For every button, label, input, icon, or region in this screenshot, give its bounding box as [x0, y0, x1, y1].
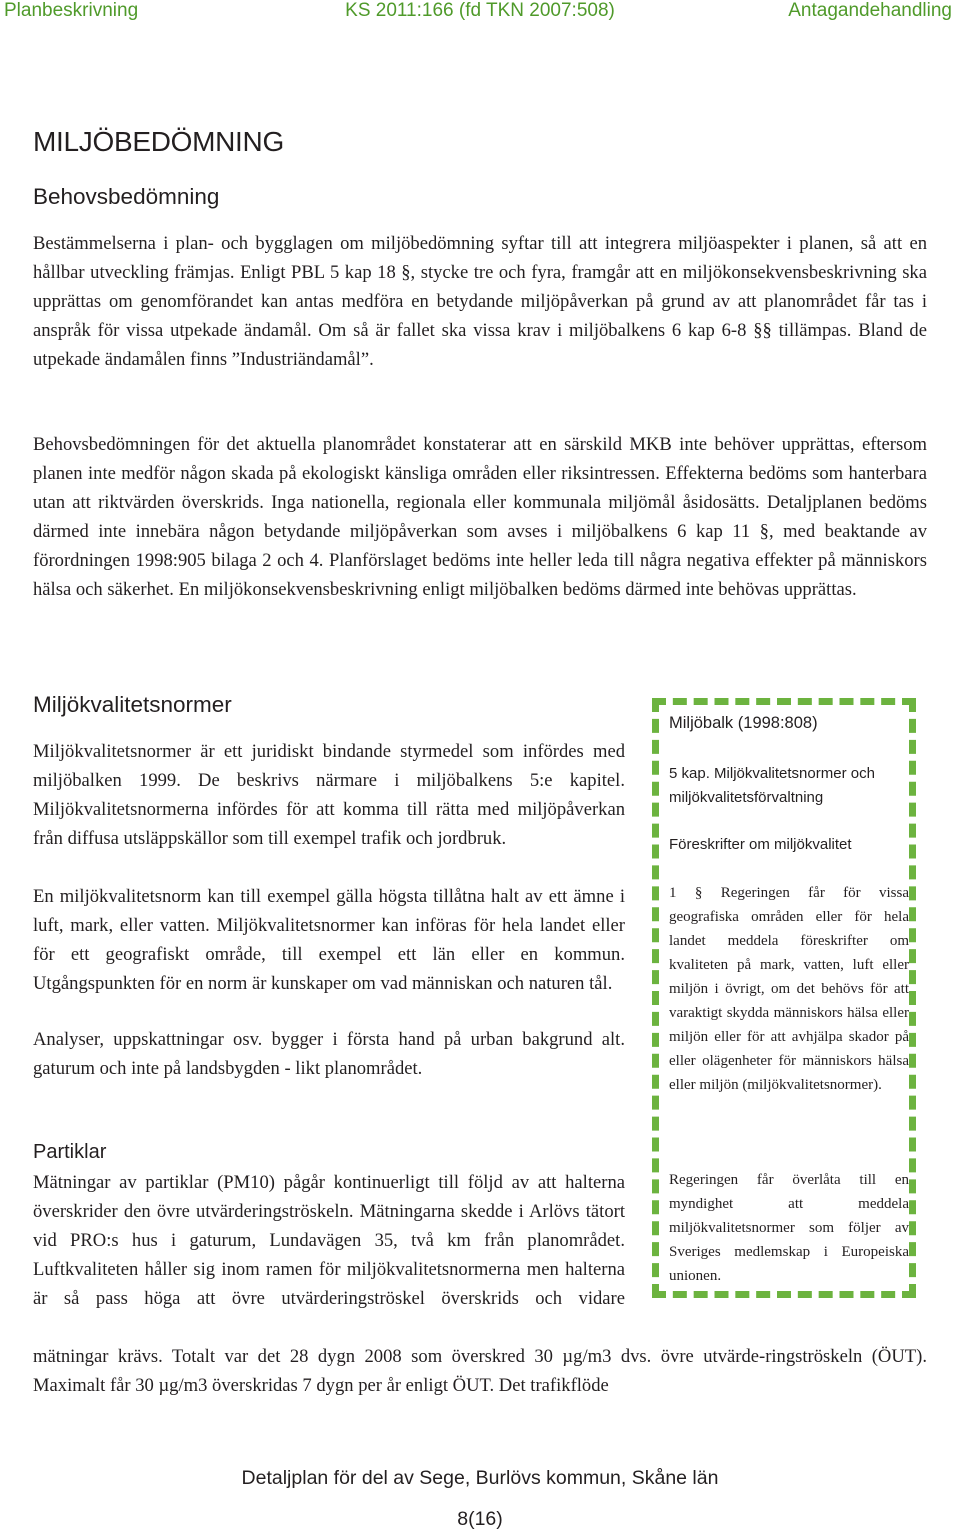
law-excerpt-title: Miljöbalk (1998:808) — [669, 714, 818, 732]
header-case-number: KS 2011:166 (fd TKN 2007:508) — [345, 0, 615, 21]
page-number: 8(16) — [457, 1508, 503, 1530]
heading-partiklar: Partiklar — [33, 1141, 107, 1163]
header-document-type: Planbeskrivning — [4, 0, 139, 21]
paragraph-partiklar-2: mätningar krävs. Totalt var det 28 dygn 2008 som överskred 30 µg/m3 dvs. övre utvärde-ringströskeln (ÖUT). Maximalt får 30 µg/m3 överskridas 7 dygn per år enligt ÖUT. Det trafikflöde — [33, 1346, 927, 1396]
heading-miljokvalitetsnormer: Miljökvalitetsnormer — [33, 692, 232, 717]
footer-plan-name: Detaljplan för del av Sege, Burlövs kommun, Skåne län — [241, 1467, 719, 1489]
law-excerpt-paragraph-2: Regeringen får överlåta till en myndighet att meddela miljökvalitetsnormer som följer av Sveriges medlemskap i Europeiska unionen. — [669, 1172, 909, 1284]
paragraph-miljokvalitetsnormer-3: Analyser, uppskattningar osv. bygger i första hand på urban bakgrund alt. gaturum och inte på landsbygden - likt planområdet. — [33, 1029, 625, 1079]
paragraph-behovsbedomning-2: Behovsbedömningen för det aktuella planområdet konstaterar att en särskild MKB inte behöver upprättas, eftersom planen inte medför någon skada på ekologiskt känsliga områden eller riksintressen. Effekterna bedöms som hanterbara utan att riktvärden överskrids. Inga nationella, regionala eller kommunala miljömål åsidosätts. Detaljplanen bedöms därmed inte innebära någon betydande miljöpåverkan som avses i miljöbalkens 6 kap 11 §, med beaktande av förordningen 1998:905 bilaga 2 och 4. Planförslaget bedöms inte heller leda till några negativa effekter på människors hälsa och säkerhet. En miljökonsekvensbeskrivning enligt miljöbalken bedöms därmed inte behövas upprättas. — [33, 434, 927, 600]
law-excerpt-chapter: 5 kap. Miljökvalitetsnormer och miljökvalitetsförvaltning — [669, 765, 875, 806]
paragraph-partiklar-1: Mätningar av partiklar (PM10) pågår kontinuerligt till följd av att halterna överskrider den övre utvärderingströskeln. Mätningarna skedde i Arlövs tätort vid PRO:s hus i gaturum, Lundavägen 35, två km från planområdet. Luftkvaliteten håller sig inom ramen för miljökvalitetsnormerna men halterna är så pass höga att övre utvärderingströskel överskrids och vidare — [33, 1172, 625, 1309]
header-status: Antagandehandling — [788, 0, 952, 21]
page-header — [0, 0, 960, 24]
paragraph-behovsbedomning-1: Bestämmelserna i plan- och bygglagen om miljöbedömning syftar till att integrera miljöaspekter i planen, så att en hållbar utveckling främjas. Enligt PBL 5 kap 18 §, stycke tre och fyra, framgår att en miljökonsekvensbeskrivning ska upprättas om genomförandet kan antas medföra en betydande miljöpåverkan på grund av att planområdet får tas i anspråk för vissa utpekade ändamål. Om så är fallet ska vissa krav i miljöbalkens 6 kap 6-8 §§ tillämpas. Bland de utpekade ändamålen finns ”Industriändamål”. — [33, 233, 927, 370]
page-title: MILJÖBEDÖMNING — [33, 126, 284, 157]
paragraph-miljokvalitetsnormer-2: En miljökvalitetsnorm kan till exempel gälla högsta tillåtna halt av ett ämne i luft, mark, eller vatten. Miljökvalitetsnormer kan införas för hela landet eller för ett geografiskt område, till exempel ett län eller en kommun. Utgångspunkten för en norm är kunskaper om vad människan och naturen tål. — [33, 886, 625, 994]
paragraph-miljokvalitetsnormer-1: Miljökvalitetsnormer är ett juridiskt bindande styrmedel som infördes med miljöbalken 1999. De beskrivs närmare i miljöbalkens 5:e kapitel. Miljökvalitetsnormerna infördes för att komma till rätta med miljöpåverkan från diffusa utsläppskällor som till exempel trafik och jordbruk. — [33, 741, 625, 849]
law-excerpt-subtitle: Föreskrifter om miljökvalitet — [669, 836, 852, 853]
law-excerpt-paragraph-1: 1 § Regeringen får för vissa geografiska områden eller för hela landet meddela föreskrifter om kvaliteten på mark, vatten, luft eller miljön i övrigt, om det behövs för att varaktigt skydda människors hälsa eller miljön eller för att avhjälpa skador på eller olägenheter för människors hälsa eller miljön (miljökvalitetsnormer). — [669, 885, 909, 1093]
heading-behovsbedomning: Behovsbedömning — [33, 184, 220, 209]
